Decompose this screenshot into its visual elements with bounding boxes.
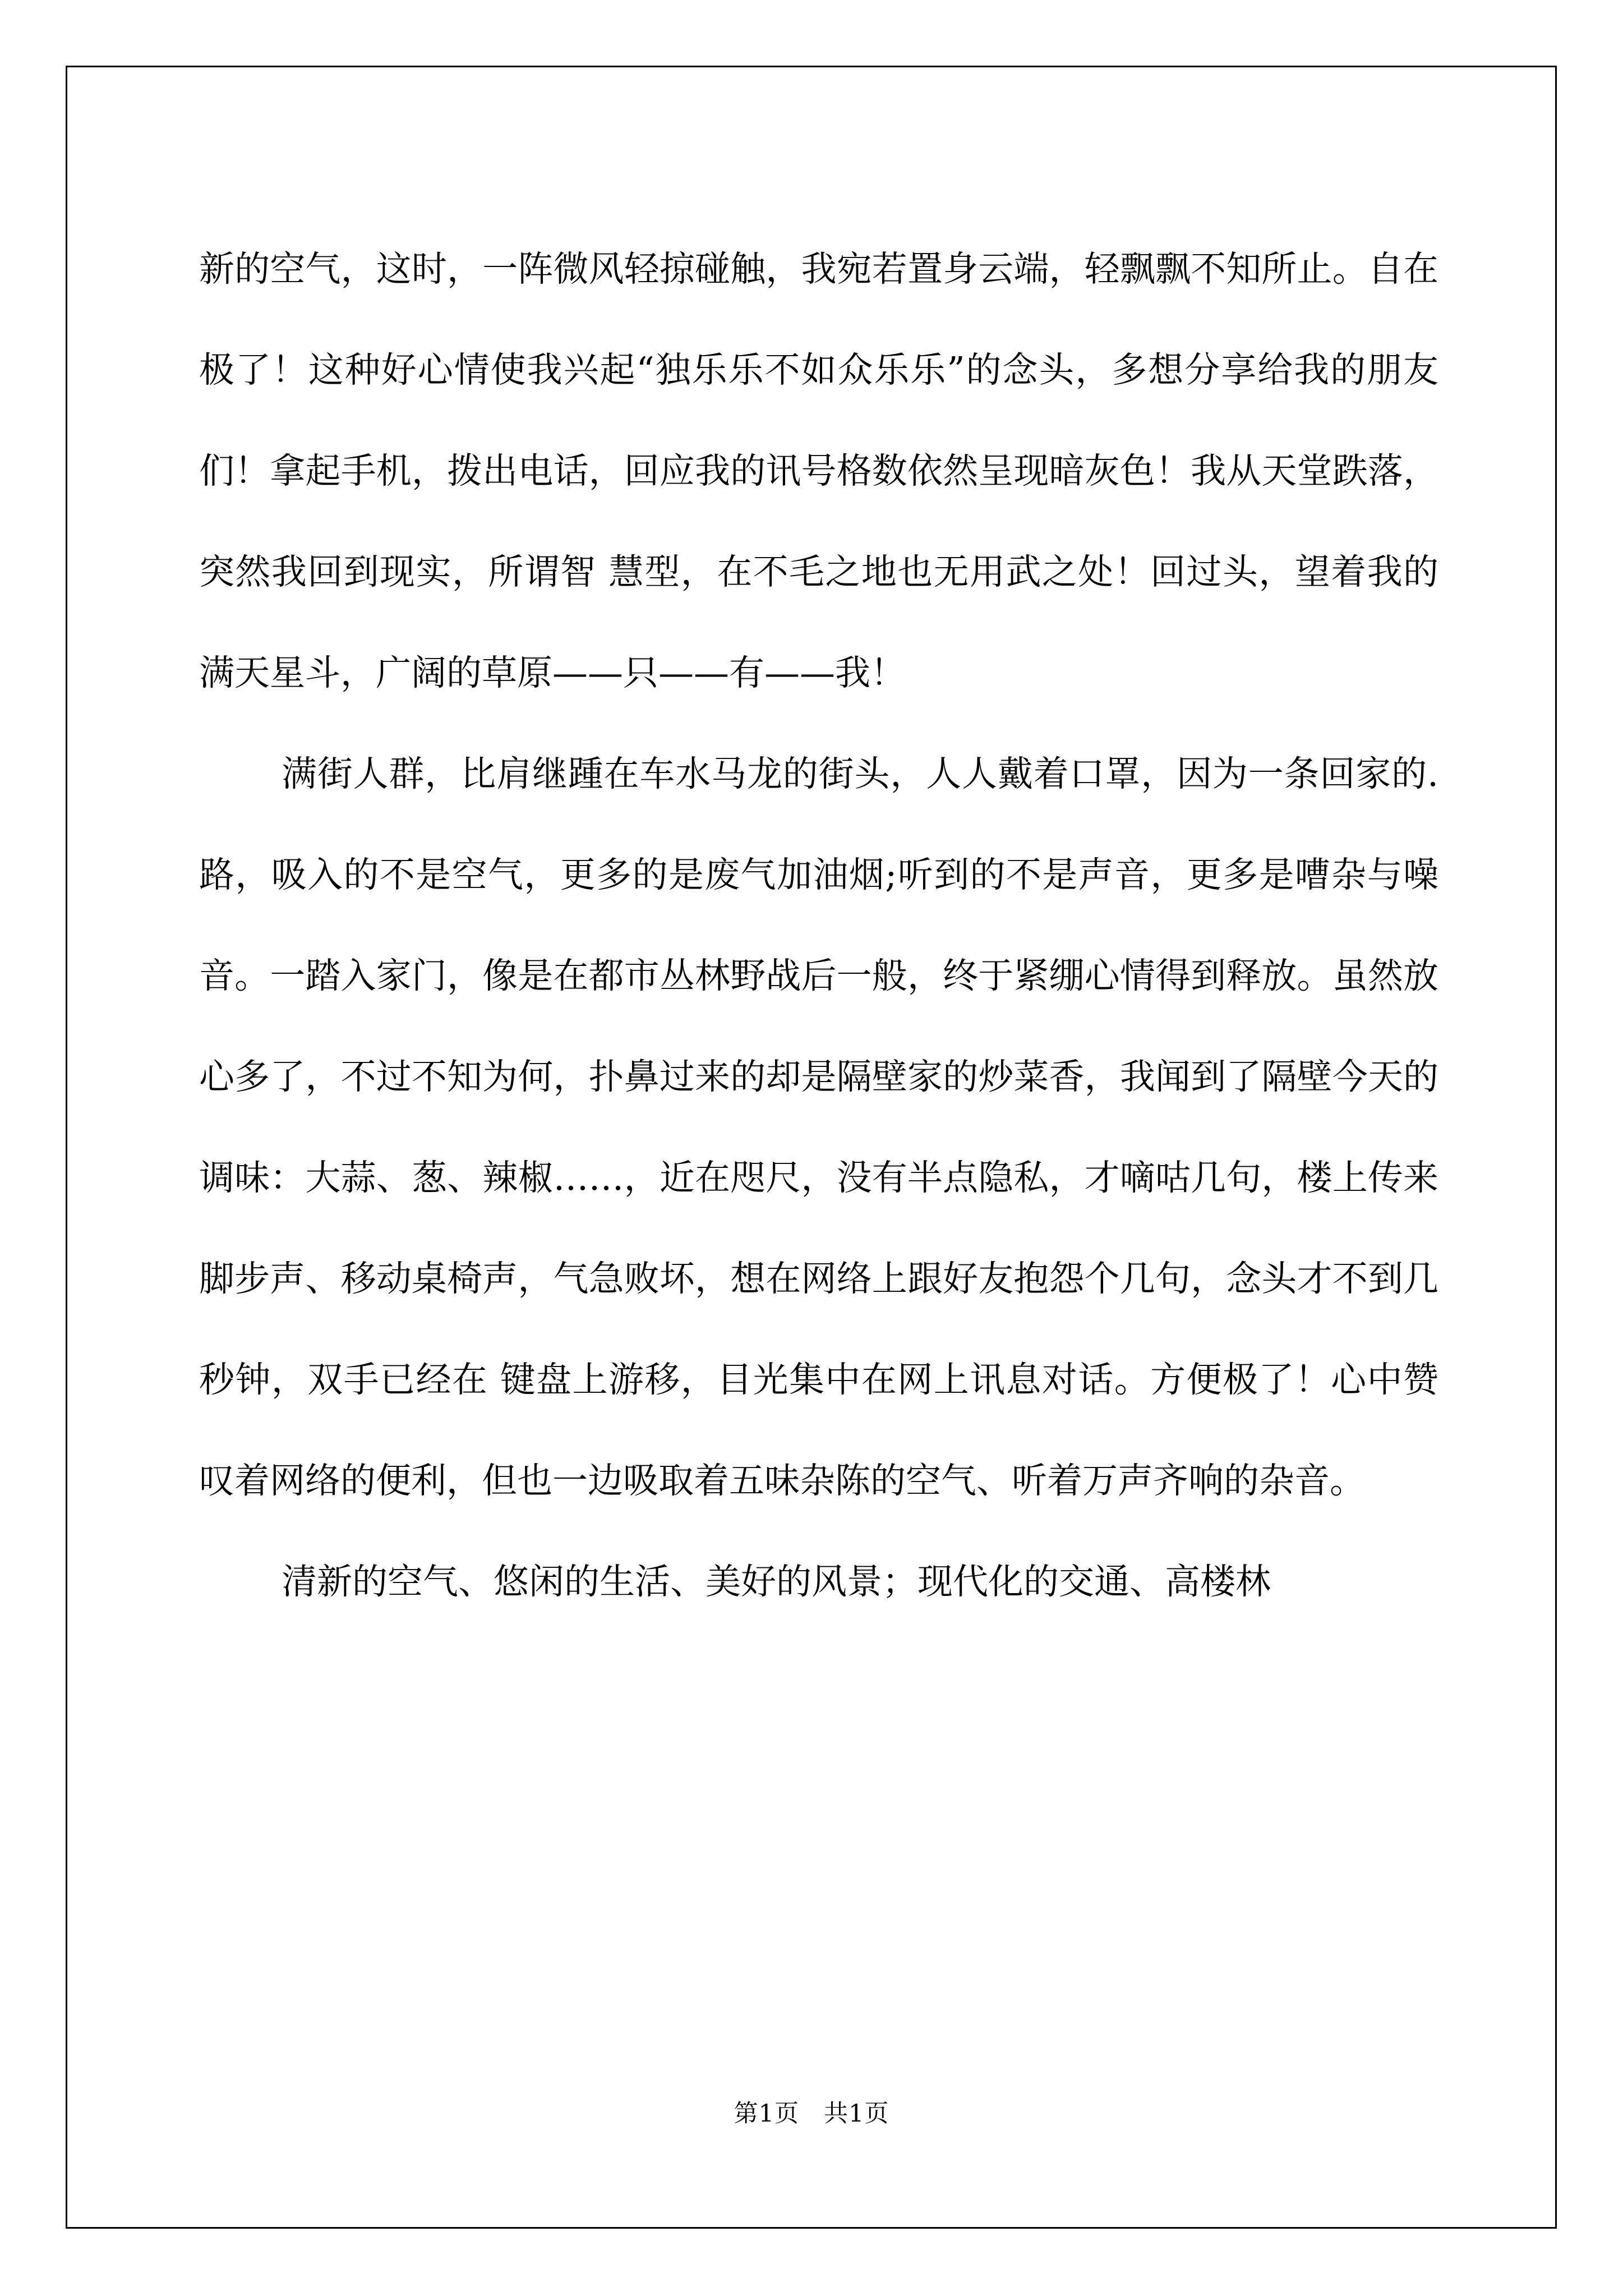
paragraph-1: 新的空气，这时，一阵微风轻掠碰触，我宛若置身云端，轻飘飘不知所止。自在极了！这种好心情使我兴起“独乐乐不如众乐乐”的念头，多想分享给我的朋友们！拿起手机，拨出电话，回应我的讯号格数依然呈现暗灰色！我从天堂跌落，突然我回到现实，所谓智 慧型，在不毛之地也无用武之处！回过头，望着我的满天星斗，广阔的草原——只——有——我！: [199, 249, 1438, 693]
paragraph-3: 清新的空气、悠闲的生活、美好的风景；现代化的交通、高楼林: [282, 1561, 1271, 1602]
page-number-footer: 第1页 共1页: [734, 2100, 889, 2128]
document-body: [199, 219, 1438, 1632]
paragraph-2: 满街人群，比肩继踵在车水马龙的街头，人人戴着口罩，因为一条回家的.路，吸入的不是空气，更多的是废气加油烟;听到的不是声音，更多是嘈杂与噪音。一踏入家门，像是在都市丛林野战后一般，终于紧绷心情得到释放。虽然放心多了，不过不知为何，扑鼻过来的却是隔壁家的炒菜香，我闻到了隔壁今天的调味：大蒜、葱、辣椒……，近在咫尺，没有半点隐私，才嘀咕几句，楼上传来脚步声、移动桌椅声，气急败坏，想在网络上跟好友抱怨个几句，念头才不到几秒钟，双手已经在 键盘上游移，目光集中在网上讯息对话。方便极了！心中赞叹着网络的便利，但也一边吸取着五味杂陈的空气、听着万声齐响的杂音。: [199, 753, 1438, 1501]
